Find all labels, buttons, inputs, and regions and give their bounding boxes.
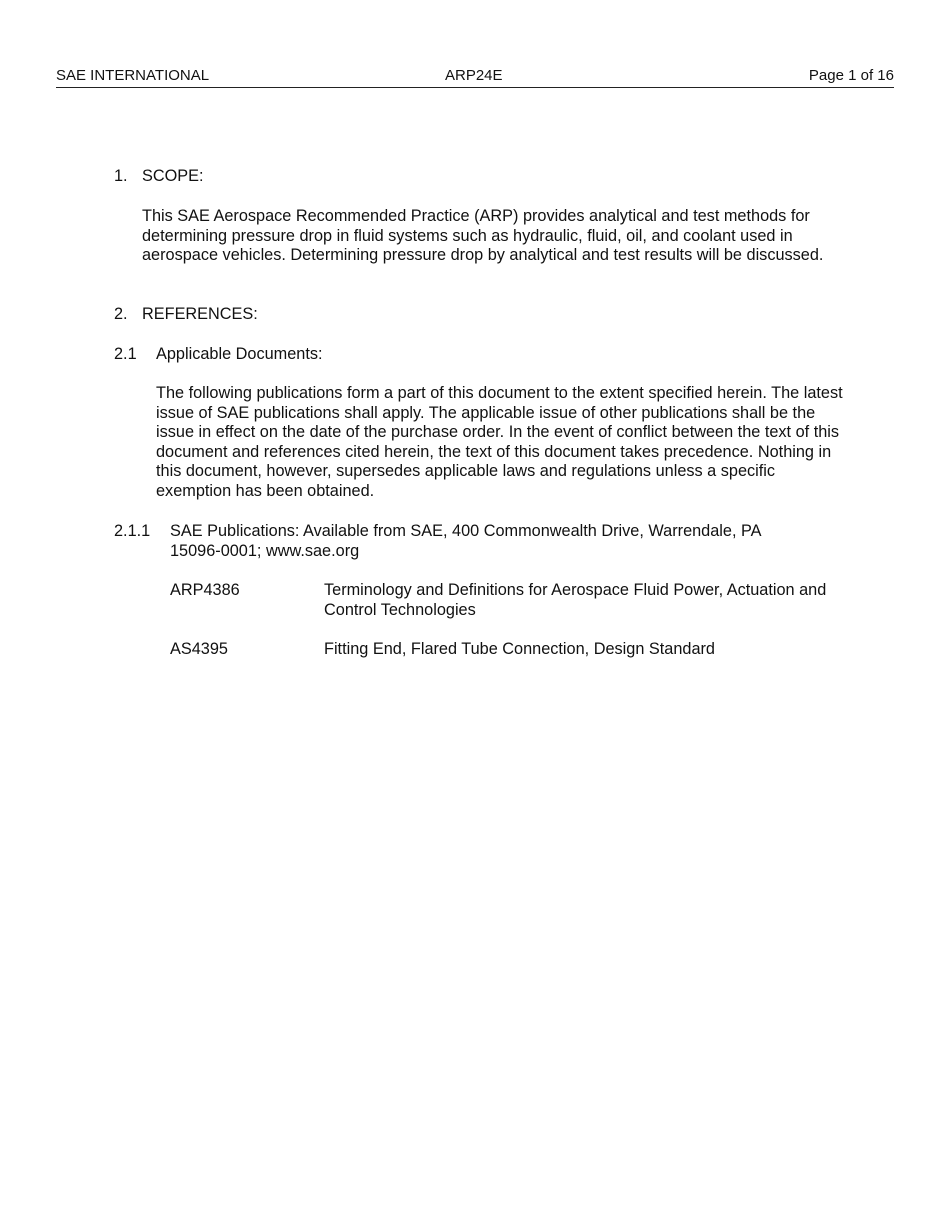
reference-document-title: Fitting End, Flared Tube Connection, Design Standard: [324, 640, 715, 658]
section-number: 2.1: [114, 345, 137, 363]
section-title: SCOPE:: [142, 167, 204, 185]
reference-document-title: Terminology and Definitions for Aerospace Fluid Power, Actuation and Control Technologies: [324, 581, 827, 619]
sae-publications-paragraph: SAE Publications: Available from SAE, 400 Commonwealth Drive, Warrendale, PA 15096-0001; www.sae.org: [170, 522, 761, 560]
section-applicable-documents-body: [156, 384, 848, 501]
section-number: 1.: [114, 167, 128, 185]
header-page-number: Page 1 of 16: [808, 67, 894, 84]
reference-document-id: AS4395: [170, 640, 228, 658]
page-header: [56, 66, 894, 88]
applicable-documents-paragraph: The following publications form a part of this document to the extent specified herein. The latest issue of SAE publications shall apply. The applicable issue of other publications shall be the issue in effect on the date of the purchase order. In the event of conflict between the text of this document and references cited herein, the text of this document takes precedence. Nothing in this document, however, supersedes applicable laws and regulations unless a specific exemption has been obtained.: [156, 384, 843, 500]
section-title: REFERENCES:: [142, 305, 258, 323]
header-document-number: ARP24E: [445, 67, 503, 84]
scope-paragraph: This SAE Aerospace Recommended Practice (ARP) provides analytical and test methods for determining pressure drop in fluid systems such as hydraulic, fluid, oil, and coolant used in aerospace vehicles. Determining pressure drop by analytical and test results will be discussed.: [142, 207, 824, 264]
reference-document-title-block: [324, 640, 834, 660]
section-number: 2.1.1: [114, 522, 151, 540]
section-scope-body: [142, 207, 842, 266]
section-title: Applicable Documents:: [156, 345, 323, 363]
reference-document-title-block: [324, 581, 834, 620]
reference-document-id: ARP4386: [170, 581, 240, 599]
section-sae-publications-body: [170, 522, 810, 561]
section-number: 2.: [114, 305, 128, 323]
header-organization: SAE INTERNATIONAL: [56, 67, 210, 84]
